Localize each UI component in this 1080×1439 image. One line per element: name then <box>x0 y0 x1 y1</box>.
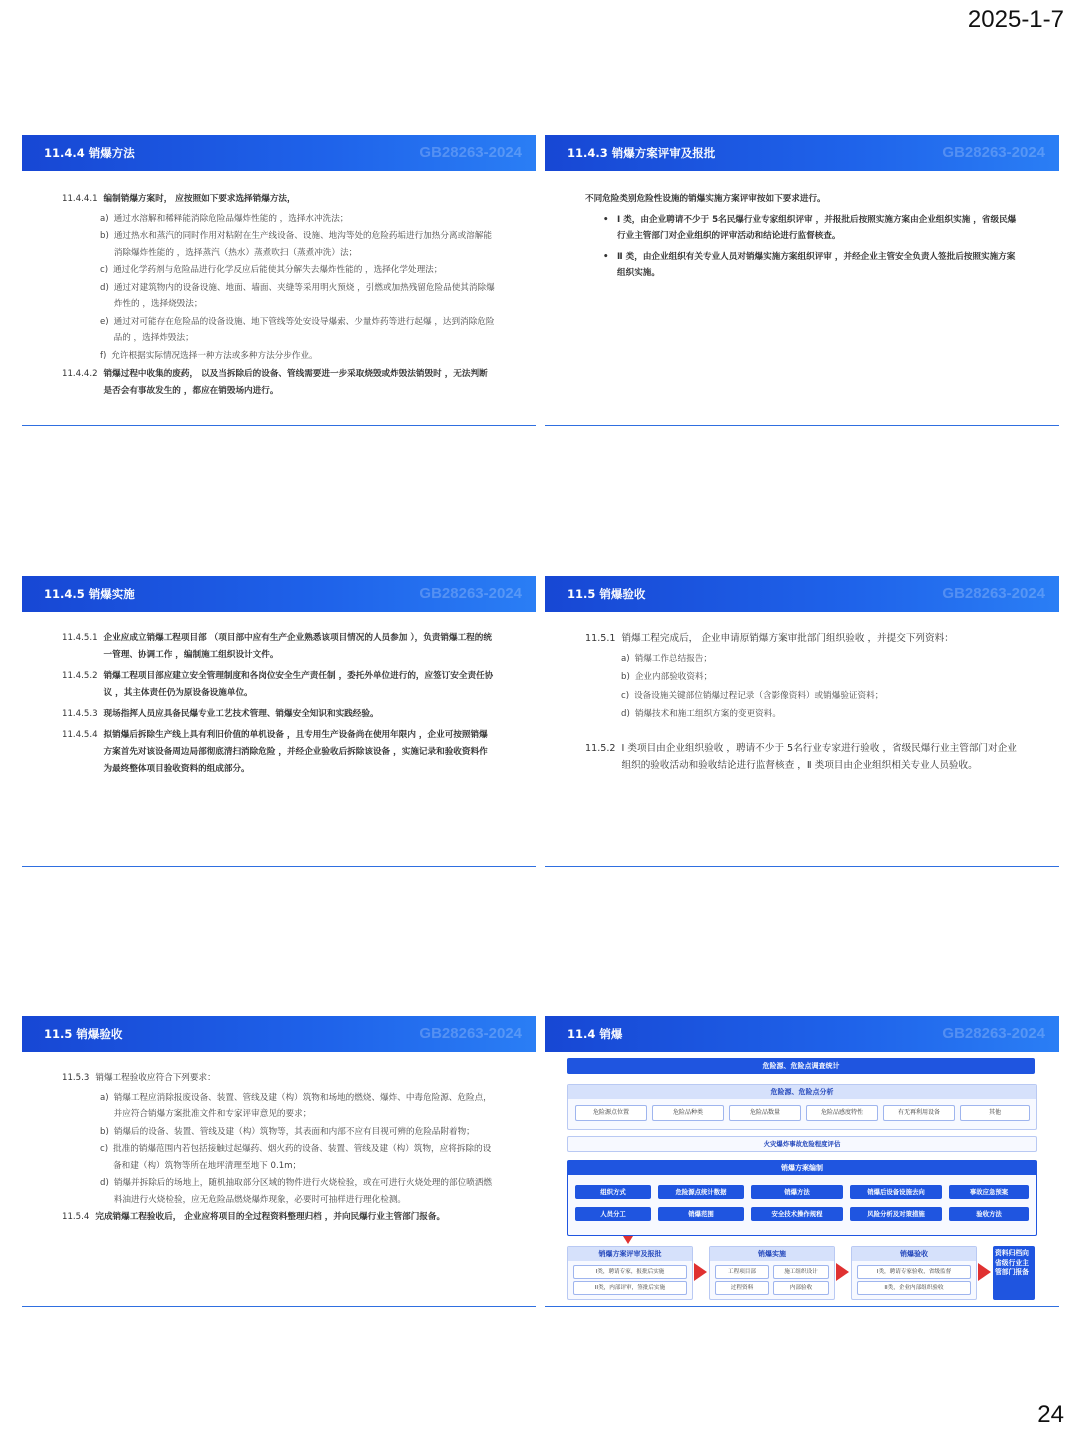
flow-plan-item: 组织方式 <box>575 1185 651 1199</box>
list-item <box>100 228 496 261</box>
item-label: d) <box>100 1178 109 1188</box>
flow-review-panel <box>567 1246 693 1300</box>
item-text: 销爆技术和施工组织方案的变更资料。 <box>634 709 781 719</box>
flow-review-item: II类，内部评审，签批后实施 <box>573 1281 687 1295</box>
list-item <box>621 669 1019 687</box>
item-text: 设备设施关键部位销爆过程记录（含影像资料）或销爆验证资料； <box>634 690 884 701</box>
standard-code: GB28263-2024 <box>942 585 1045 602</box>
flow-analysis-item: 危险品数量 <box>729 1105 801 1121</box>
clause-text: 销爆工程项目部应建立安全管理制度和各岗位安全生产责任制 ，委托外单位进行的，应签订安全责任协议 ，其主体责任仍为原设备设施单位。 <box>103 671 494 698</box>
slide-title: 11.4.5 销爆实施 <box>44 587 135 601</box>
slide-header <box>545 576 1059 612</box>
list-item <box>100 1124 496 1141</box>
item-label: c) <box>621 690 630 701</box>
clause-text: 企业应成立销爆工程项目部 （项目部中应有生产企业熟悉该项目情况的人员参加 ），负责销爆工程的统一管理、协调工作 ，编制施工组织设计文件。 <box>103 633 492 660</box>
flow-survey: 危险源、危险点调查统计 <box>567 1058 1035 1074</box>
item-label: b) <box>621 672 630 682</box>
item-label: c) <box>100 265 109 275</box>
page-date: 2025-1-7 <box>967 6 1064 33</box>
bullet-item <box>603 249 1019 282</box>
item-label: c) <box>100 1144 109 1154</box>
slide-acceptance-1 <box>545 576 1059 867</box>
flow-plan-item: 销爆后设备设施去向 <box>850 1185 942 1199</box>
standard-code: GB28263-2024 <box>419 585 522 602</box>
paragraph <box>62 727 496 778</box>
clause-number: 11.5.1 <box>585 633 616 644</box>
flow-assessment: 火灾爆炸事故危险程度评估 <box>567 1136 1037 1152</box>
flow-plan-panel <box>567 1160 1037 1236</box>
item-text: 通过对建筑物内的设备设施、地面、墙面、夹缝等采用明火预烧 ，引燃或加热残留危险品使其消除爆炸性的 ，选择烧毁法； <box>113 282 495 309</box>
paragraph <box>62 706 496 723</box>
item-label: a) <box>621 653 630 664</box>
item-text: 通过对可能存在危险品的设备设施、地下管线等处安设导爆索、少量炸药等进行起爆 ，达到消除危险品的 ，选择炸毁法； <box>113 316 495 343</box>
flow-implementation-item: 施工组织设计 <box>773 1265 829 1279</box>
list-item <box>100 1175 496 1208</box>
clause-number: 11.4.4.2 <box>62 369 98 379</box>
item-label: b) <box>100 1126 109 1137</box>
flow-implementation-panel <box>709 1246 835 1300</box>
clause-number: 11.5.4 <box>62 1212 90 1222</box>
clause-number: 11.5.3 <box>62 1073 90 1083</box>
flow-analysis-panel <box>567 1084 1037 1130</box>
flow-analysis-header: 危险源、危险点分析 <box>568 1085 1036 1099</box>
item-text: 销爆并拆除后的场地上，随机抽取部分区域的物件进行火烧检验，或在可进行火烧处理的部位喷洒燃料油进行火烧检验，应无危险品燃烧爆炸现象，必要时可抽样进行理化检测。 <box>113 1178 492 1205</box>
flow-analysis-item: 危险品种类 <box>652 1105 724 1121</box>
paragraph <box>585 630 1019 648</box>
flow-analysis-item: 其他 <box>960 1105 1030 1121</box>
slide-title: 11.4 销爆 <box>567 1027 623 1041</box>
slide-blasting-methods <box>22 135 536 426</box>
item-label: d) <box>100 282 109 293</box>
slide-header <box>22 135 536 171</box>
list-item <box>100 314 496 347</box>
down-arrow-icon <box>623 1236 633 1244</box>
flow-analysis-item: 危险源点位置 <box>575 1105 647 1121</box>
clause-text: 编制销爆方案时， 应按照如下要求选择销爆方法， <box>103 194 296 204</box>
slide-title: 11.4.4 销爆方法 <box>44 146 135 160</box>
slide-body <box>22 171 536 399</box>
list-item <box>621 706 1019 724</box>
clause-text: 销爆工程验收应符合下列要求： <box>95 1073 216 1083</box>
clause-text: 销爆过程中收集的废药， 以及当拆除后的设备、管线需要进一步采取烧毁或炸毁法销毁时 ，无法判断是否会有事故发生的 ，都应在销毁场内进行。 <box>103 369 488 396</box>
flow-archive: 资料归档向省级行业主管部门报备 <box>993 1246 1035 1300</box>
flow-plan-item: 销爆方法 <box>751 1185 843 1199</box>
paragraph <box>62 1209 496 1226</box>
list-item <box>100 262 496 279</box>
item-text: 销爆工程应消除报废设备、装置、管线及建（构）筑物和场地的燃烧、爆炸、中毒危险源、危险点，并应符合销爆方案批准文件和专家评审意见的要求； <box>113 1092 492 1119</box>
flow-plan-item: 验收方法 <box>949 1207 1029 1221</box>
standard-code: GB28263-2024 <box>942 144 1045 161</box>
slide-body <box>545 612 1059 775</box>
item-text: 批准的销爆范围内若包括接触过起爆药、烟火药的设备、装置、管线及建（构）筑物，应将拆除的设备和建（构）筑物等所在地坪清理至地下 0.1m； <box>113 1144 492 1171</box>
slide-plan-review <box>545 135 1059 426</box>
clause-text: 完成销爆工程验收后， 企业应将项目的全过程资料整理归档 ，并向民爆行业主管部门报备。 <box>95 1212 446 1222</box>
clause-number: 11.5.2 <box>585 742 616 754</box>
standard-code: GB28263-2024 <box>419 144 522 161</box>
flow-analysis-item: 危险品感度特性 <box>806 1105 878 1121</box>
intro-text: 不同危险类别危险性设施的销爆实施方案评审按如下要求进行。 <box>585 194 826 204</box>
paragraph <box>62 1070 496 1087</box>
flow-plan-header: 销爆方案编制 <box>568 1161 1036 1175</box>
clause-text: 现场指挥人员应具备民爆专业工艺技术管理、销爆安全知识和实践经验。 <box>103 709 379 719</box>
item-label: a) <box>100 213 109 224</box>
flow-plan-item: 人员分工 <box>575 1207 651 1221</box>
right-arrow-icon <box>836 1263 849 1281</box>
clause-text: 销爆工程完成后， 企业申请原销爆方案审批部门组织验收 ，并提交下列资料： <box>621 633 954 644</box>
item-label: b) <box>100 231 109 241</box>
bullet-icon: • <box>603 251 609 262</box>
bullet-icon: • <box>603 214 609 225</box>
clause-text: 拟销爆后拆除生产线上具有利旧价值的单机设备 ，且专用生产设备尚在使用年限内 ，企业可按照销爆方案首先对该设备周边局部彻底清扫消除危险 ，并经企业验收后拆除该设备 ，实施记录和验收资料作为最终整体项目验收资料的组成部分。 <box>103 730 488 774</box>
flow-acceptance-item: II类，企业内部组织验收 <box>857 1281 971 1295</box>
item-text: 通过化学药剂与危险品进行化学反应后能使其分解失去爆炸性能的 ，选择化学处理法； <box>113 265 443 275</box>
list-item <box>100 1141 496 1174</box>
flow-implementation-item: 过程资料 <box>715 1281 769 1295</box>
item-text: 允许根据实际情况选择一种方法或多种方法分步作业。 <box>111 350 318 361</box>
slide-body <box>545 171 1059 282</box>
item-text: 企业内部验收资料； <box>634 672 713 682</box>
flow-analysis-item: 有无再利用设备 <box>883 1105 955 1121</box>
flow-acceptance-item: I类，聘请专家验收，省级监督 <box>857 1265 971 1279</box>
slide-header <box>22 1016 536 1052</box>
flow-plan-item: 危险源点统计数据 <box>658 1185 744 1199</box>
right-arrow-icon <box>694 1263 707 1281</box>
flow-implementation-item: 工程项目部 <box>715 1265 769 1279</box>
slide-blasting-implementation <box>22 576 536 867</box>
list-item <box>100 348 496 365</box>
paragraph <box>585 740 1019 775</box>
slide-title: 11.4.3 销爆方案评审及报批 <box>567 146 716 160</box>
item-label: d) <box>621 709 630 719</box>
clause-number: 11.4.5.2 <box>62 671 98 681</box>
list-item <box>100 211 496 228</box>
right-arrow-icon <box>978 1263 991 1281</box>
slide-header <box>545 135 1059 171</box>
slide-header <box>22 576 536 612</box>
slide-blasting-flowchart <box>545 1016 1059 1307</box>
clause-number: 11.4.5.1 <box>62 633 98 643</box>
paragraph <box>62 668 496 702</box>
clause-number: 11.4.4.1 <box>62 194 98 204</box>
bullet-item <box>603 212 1019 245</box>
item-text: 通过热水和蒸汽的同时作用对粘附在生产线设备、设施、地沟等处的危险药垢进行加热分离或溶解能消除爆炸性能的 ，选择蒸汽（热水）蒸煮吹扫（蒸煮冲洗）法； <box>113 231 492 258</box>
flow-plan-item: 风险分析及对策措施 <box>850 1207 942 1221</box>
slide-acceptance-2 <box>22 1016 536 1307</box>
flow-review-item: I类，聘请专家，报批后实施 <box>573 1265 687 1279</box>
bullet-text: Ⅱ 类，由企业组织有关专业人员对销爆实施方案组织评审 ，并经企业主管安全负责人签批后按照实施方案组织实施。 <box>617 251 1016 278</box>
list-item <box>100 280 496 313</box>
flow-implementation-header: 销爆实施 <box>710 1247 834 1261</box>
clause-text: Ⅰ 类项目由企业组织验收 ，聘请不少于 5名行业专家进行验收 ，省级民爆行业主管部门对企业组织的验收活动和验收结论进行监督核查 ，Ⅱ 类项目由企业组织相关专业人员验收。 <box>621 742 1017 771</box>
clause-number: 11.4.5.4 <box>62 730 98 740</box>
slide-header <box>545 1016 1059 1052</box>
bullet-text: Ⅰ 类，由企业聘请不少于 5名民爆行业专家组织评审 ，并报批后按照实施方案由企业组织实施 ，省级民爆行业主管部门对企业组织的评审活动和结论进行监督核查。 <box>617 214 1017 241</box>
clause-number: 11.4.5.3 <box>62 709 98 719</box>
item-text: 销爆后的设备、装置、管线及建（构）筑物等，其表面和内部不应有目视可辨的危险品附着物； <box>113 1126 475 1137</box>
item-text: 通过水溶解和稀释能消除危险品爆炸性能的 ，选择水冲洗法； <box>113 213 349 224</box>
slide-body <box>22 612 536 778</box>
standard-code: GB28263-2024 <box>419 1025 522 1042</box>
item-label: e) <box>100 316 109 327</box>
flow-review-header: 销爆方案评审及报批 <box>568 1247 692 1261</box>
standard-code: GB28263-2024 <box>942 1025 1045 1042</box>
page-number: 24 <box>1037 1401 1064 1428</box>
item-text: 销爆工作总结报告； <box>634 653 712 664</box>
item-label: f) <box>100 350 107 361</box>
slide-title: 11.5 销爆验收 <box>567 587 646 601</box>
flow-plan-item: 事故应急预案 <box>949 1185 1029 1199</box>
flow-implementation-item: 内部验收 <box>773 1281 829 1295</box>
flow-plan-item: 销爆范围 <box>658 1207 744 1221</box>
flow-plan-item: 安全技术操作规程 <box>751 1207 843 1221</box>
flow-acceptance-header: 销爆验收 <box>852 1247 976 1261</box>
slide-title: 11.5 销爆验收 <box>44 1027 123 1041</box>
item-label: a) <box>100 1092 109 1103</box>
list-item <box>100 1090 496 1123</box>
list-item <box>621 651 1019 669</box>
flowchart <box>567 1052 1039 1302</box>
paragraph <box>62 366 496 399</box>
slide-body <box>22 1052 536 1226</box>
list-item <box>621 688 1019 706</box>
paragraph <box>62 191 496 208</box>
paragraph <box>62 630 496 664</box>
flow-acceptance-panel <box>851 1246 977 1300</box>
